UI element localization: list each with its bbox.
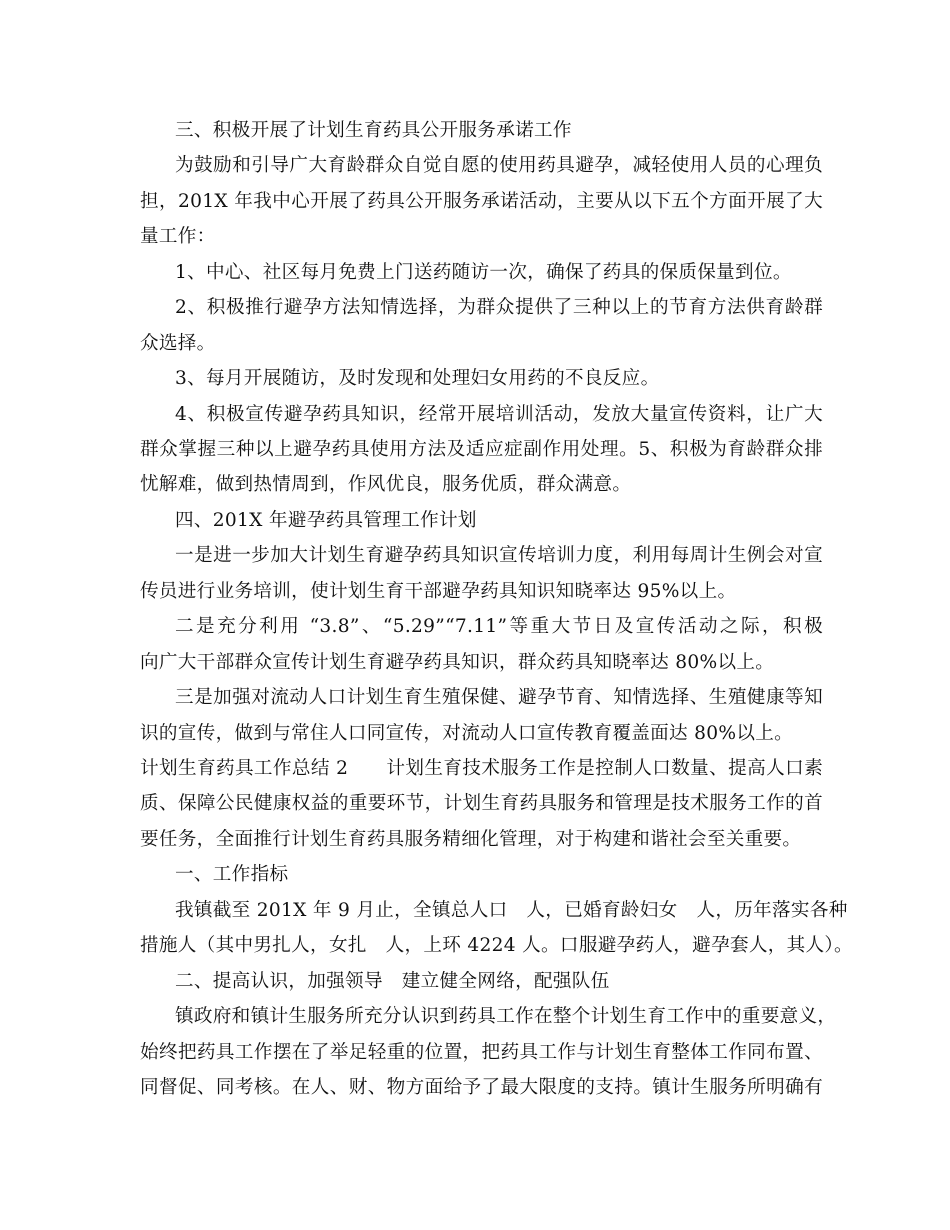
paragraph-line: 镇政府和镇计生服务所充分认识到药具工作在整个计划生育工作中的重要意义，	[175, 1006, 837, 1027]
paragraph-line: 二是充分利用 “3.8”、“5.29”“7.11”等重大节日及宣传活动之际，积极	[175, 616, 823, 637]
paragraph-line: 质、保障公民健康权益的重要环节，计划生育药具服务和管理是技术服务工作的首	[140, 793, 823, 814]
paragraph-line: 识的宣传，做到与常住人口同宣传，对流动人口宣传教育覆盖面达 80%以上。	[140, 723, 794, 744]
section-heading-4: 四、201X 年避孕药具管理工作计划	[175, 510, 477, 531]
list-item: 3、每月开展随访，及时发现和处理妇女用药的不良反应。	[175, 368, 660, 389]
section-heading-2: 二、提高认识，加强领导 建立健全网络，配强队伍	[175, 971, 610, 992]
paragraph-line: 传员进行业务培训，使计划生育干部避孕药具知识知晓率达 95%以上。	[140, 581, 737, 602]
paragraph-line: 措施人（其中男扎人，女扎 人，上环 4224 人。口服避孕药人，避孕套人，其人）。	[140, 935, 853, 956]
paragraph-line: 一是进一步加大计划生育避孕药具知识宣传培训力度，利用每周计生例会对宣	[175, 545, 823, 566]
paragraph-line: 要任务，全面推行计划生育药具服务精细化管理，对于构建和谐社会至关重要。	[140, 829, 802, 850]
paragraph-line: 我镇截至 201X 年 9 月止，全镇总人口 人，已婚育龄妇女 人，历年落实各种	[175, 900, 848, 921]
paragraph-line: 量工作：	[140, 226, 216, 247]
paragraph-line: 始终把药具工作摆在了举足轻重的位置，把药具工作与计划生育整体工作同布置、	[140, 1042, 823, 1063]
paragraph-line: 三是加强对流动人口计划生育生殖保健、避孕节育、知情选择、生殖健康等知	[175, 687, 823, 708]
section-heading-3: 三、积极开展了计划生育药具公开服务承诺工作	[175, 120, 572, 141]
paragraph-line: 众选择。	[140, 333, 216, 354]
section-heading-1: 一、工作指标	[175, 864, 289, 885]
paragraph-line: 群众掌握三种以上避孕药具使用方法及适应症副作用处理。5、积极为育龄群众排	[140, 439, 823, 460]
list-item: 2、积极推行避孕方法知情选择，为群众提供了三种以上的节育方法供育龄群	[175, 297, 823, 318]
paragraph-line: 同督促、同考核。在人、财、物方面给予了最大限度的支持。镇计生服务所明确有	[140, 1077, 823, 1098]
paragraph-line: 为鼓励和引导广大育龄群众自觉自愿的使用药具避孕，减轻使用人员的心理负	[175, 155, 823, 176]
paragraph-line: 忧解难，做到热情周到，作风优良，服务优质，群众满意。	[140, 474, 632, 495]
paragraph-line: 向广大干部群众宣传计划生育避孕药具知识，群众药具知晓率达 80%以上。	[140, 652, 775, 673]
document-subtitle-line: 计划生育药具工作总结 2 计划生育技术服务工作是控制人口数量、提高人口素	[140, 758, 823, 779]
list-item: 1、中心、社区每月免费上门送药随访一次，确保了药具的保质保量到位。	[175, 262, 792, 283]
list-item: 4、积极宣传避孕药具知识，经常开展培训活动，发放大量宣传资料，让广大	[175, 404, 823, 425]
paragraph-line: 担，201X 年我中心开展了药具公开服务承诺活动，主要从以下五个方面开展了大	[140, 191, 823, 212]
